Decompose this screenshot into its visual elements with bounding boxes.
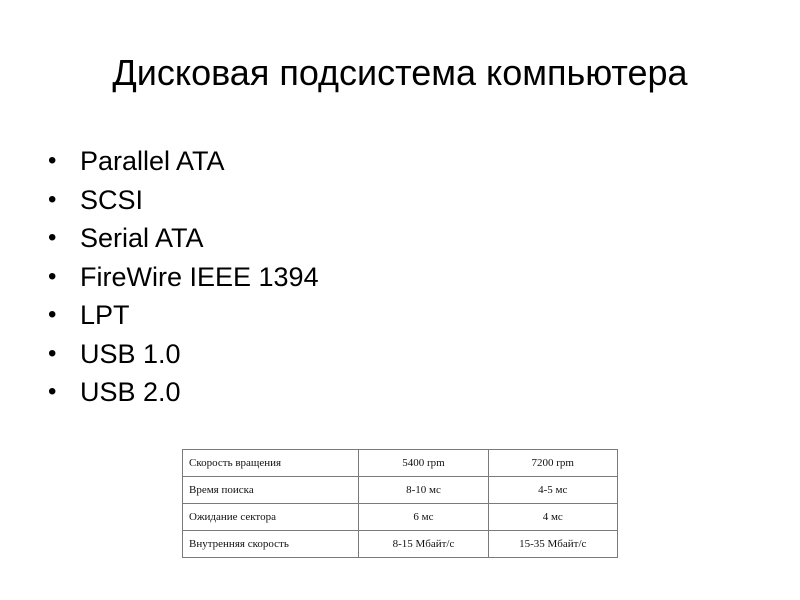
table-row	[183, 531, 618, 558]
bullet-text: FireWire IEEE 1394	[80, 261, 319, 292]
bullet-dot-icon: •	[48, 147, 57, 174]
table-cell-value: 6 мс	[359, 504, 488, 531]
table-cell-label: Скорость вращения	[183, 450, 359, 477]
bullet-text: Serial ATA	[80, 223, 204, 253]
table-cell-value: 5400 rpm	[359, 450, 488, 477]
table-row	[183, 477, 618, 504]
bullet-dot-icon: •	[48, 339, 57, 367]
table-cell-value: 4 мс	[488, 504, 617, 531]
bullet-dot-icon: •	[48, 301, 57, 328]
slide-title: Дисковая подсистема компьютера	[112, 52, 688, 93]
bullet-text: LPT	[80, 300, 130, 330]
table-cell-label: Внутренняя скорость	[183, 531, 359, 558]
bullet-text: Parallel ATA	[80, 146, 225, 176]
table-cell-label: Ожидание сектора	[183, 504, 359, 531]
bullet-dot-icon: •	[48, 185, 57, 213]
bullet-text: USB 1.0	[80, 338, 181, 369]
table-cell-label: Время поиска	[183, 477, 359, 504]
table-cell-value: 4-5 мс	[488, 477, 617, 504]
table-row	[183, 450, 618, 477]
table-cell-value: 7200 rpm	[488, 450, 617, 477]
bullet-text: SCSI	[80, 184, 144, 215]
bullet-text: USB 2.0	[80, 377, 181, 407]
bullet-dot-icon: •	[48, 224, 57, 251]
specs-table	[182, 449, 618, 558]
table-cell-value: 8-15 Мбайт/с	[359, 531, 488, 558]
table-cell-value: 8-10 мс	[359, 477, 488, 504]
table-row	[183, 504, 618, 531]
bullet-dot-icon: •	[48, 262, 57, 290]
bullet-dot-icon: •	[48, 378, 57, 405]
table-cell-value: 15-35 Мбайт/с	[488, 531, 617, 558]
